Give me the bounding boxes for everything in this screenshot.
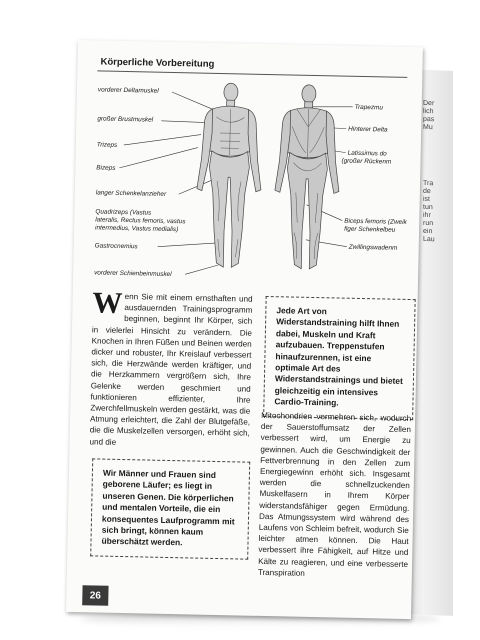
label-pectoralis: großer Brustmuskel xyxy=(97,115,154,124)
label-quadriceps-1: Quadrizeps (Vastus xyxy=(95,208,152,217)
page-number: 26 xyxy=(82,585,108,606)
label-biceps-femoris-1: Biceps femoris (Zweik xyxy=(344,217,407,226)
anatomy-back-figure xyxy=(269,82,345,279)
label-biceps: Bizeps xyxy=(96,164,116,172)
label-gastrocnemius-back: Zwillingswadenm xyxy=(348,243,398,252)
facing-page-text: Der lich pas Mu Tra de ist tun ihr run ein Lau xyxy=(423,99,435,244)
label-latissimus-2: (großer Rückenm xyxy=(341,157,392,166)
book-page xyxy=(66,40,423,619)
label-trapezius: Trapezmu xyxy=(354,103,384,112)
label-biceps-femoris-2: figer Schenkelbeu xyxy=(344,225,396,234)
label-quadriceps-2: lateralis, Rectus femoris, vastus xyxy=(95,216,186,226)
label-gastrocnemius: Gastrocnemius xyxy=(94,242,138,251)
label-quadriceps-3: intermedius, Vastus medialis) xyxy=(94,224,179,234)
info-box-resistance: Jede Art von Widerstandstraining hilft Ihnen dabei, Muskeln und Kraft aufzubauen. Treppenstufen hinaufzurennen, ist eine optimale Art des Widerstandstrainings und bietet gleichzeitig ein intensives Cardio-Training. xyxy=(263,296,415,420)
label-adductor: langer Schenkelanzieher xyxy=(95,189,167,198)
label-triceps: Trizeps xyxy=(96,141,118,149)
info-box-runners: Wir Männer und Frauen sind geborene Läufer; es liegt in unseren Genen. Die körperlichen und mentalen Vorteile, die ein konsequentes Laufprogramm mit sich bringt, können kaum überschätzt werden. xyxy=(90,458,250,559)
anatomy-front-figure xyxy=(191,80,267,277)
label-latissimus-1: Latissimus do xyxy=(347,149,387,158)
body-text-right: Mitochondrien vermehren sich, wodurch der Sauerstoffumsatz der Zellen verbessert wird, um Energie zu gewinnen. Auch die Geschwindigkeit der Fettverbrennung in den Zellen zum Energiegewinn erhöht sich. Insgesamt werden die schnellzuckenden Muskelfasern in Ihrem Körper widerstandsfähiger gegen Ermüdung. Das Atmungssystem wird während des Laufens von Schleim befreit, wodurch Sie leichter atmen können. Die Haut verbessert ihre Fähigkeit, auf Hitze und Kälte zu reagieren, und eine verbesserte Transpiration xyxy=(257,410,412,578)
drop-cap: W xyxy=(92,286,123,320)
body-text-left: Wenn Sie mit einem ernsthaften und ausdauernden Trainingsprogramm beginnen, beginnt Ihr Körper, sich in vielerlei Hinsicht zu verändern. Die Knochen in Ihren Füßen und Beinen werden dicker und robuster, Ihr Kreislauf verbessert sich, die Herzwände werden kräftiger, und die Herzkammern vergrößern sich, Ihre Gelenke werden geschmiert und funktionieren effizienter, Ihre Zwerchfellmuskeln werden gestärkt, was die Atmung erleichtert, die Zahl der Blutgefäße, die die Muskelzellen versorgen, erhöht sich, und die xyxy=(89,286,253,447)
label-tibialis: vorderer Schienbeinmuskel xyxy=(94,269,172,279)
label-anterior-deltoid: vorderer Deltamuskel xyxy=(97,86,159,95)
page-title: Körperliche Vorbereitung xyxy=(100,56,215,70)
label-posterior-deltoid: Hinterer Delta xyxy=(348,125,388,134)
